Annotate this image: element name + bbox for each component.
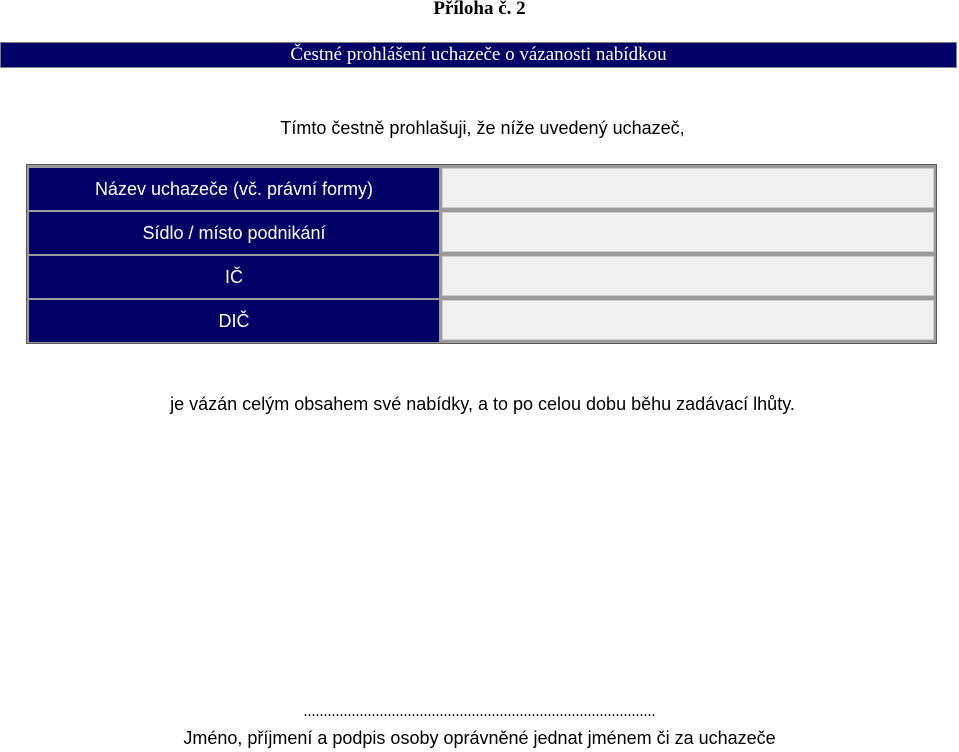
signature-line: ........................................................................................ <box>303 703 656 720</box>
applicant-dic-field[interactable] <box>442 300 934 340</box>
table-row-ic <box>29 255 934 299</box>
table-row-name <box>29 167 934 211</box>
document-title: Čestné prohlášení uchazeče o vázanosti nabídkou <box>0 42 957 68</box>
applicant-name-field[interactable] <box>442 168 934 208</box>
binding-statement: je vázán celým obsahem své nabídky, a to po celou dobu běhu zadávací lhůty. <box>170 394 795 414</box>
signature-caption: Jméno, příjmení a podpis osoby oprávněné jednat jménem či za uchazeče <box>183 728 776 748</box>
table-row-dic <box>29 299 934 343</box>
applicant-name-label: Název uchazeče (vč. právní formy) <box>29 168 439 210</box>
intro-statement: Tímto čestně prohlašuji, že níže uvedený uchazeč, <box>280 118 685 138</box>
applicant-seat-label: Sídlo / místo podnikání <box>29 212 439 254</box>
applicant-dic-label: DIČ <box>29 300 439 342</box>
applicant-seat-field[interactable] <box>442 212 934 252</box>
applicant-info-table <box>26 164 937 344</box>
table-row-seat <box>29 211 934 255</box>
appendix-label: Příloha č. 2 <box>433 0 526 19</box>
applicant-ic-label: IČ <box>29 256 439 298</box>
applicant-ic-field[interactable] <box>442 256 934 296</box>
